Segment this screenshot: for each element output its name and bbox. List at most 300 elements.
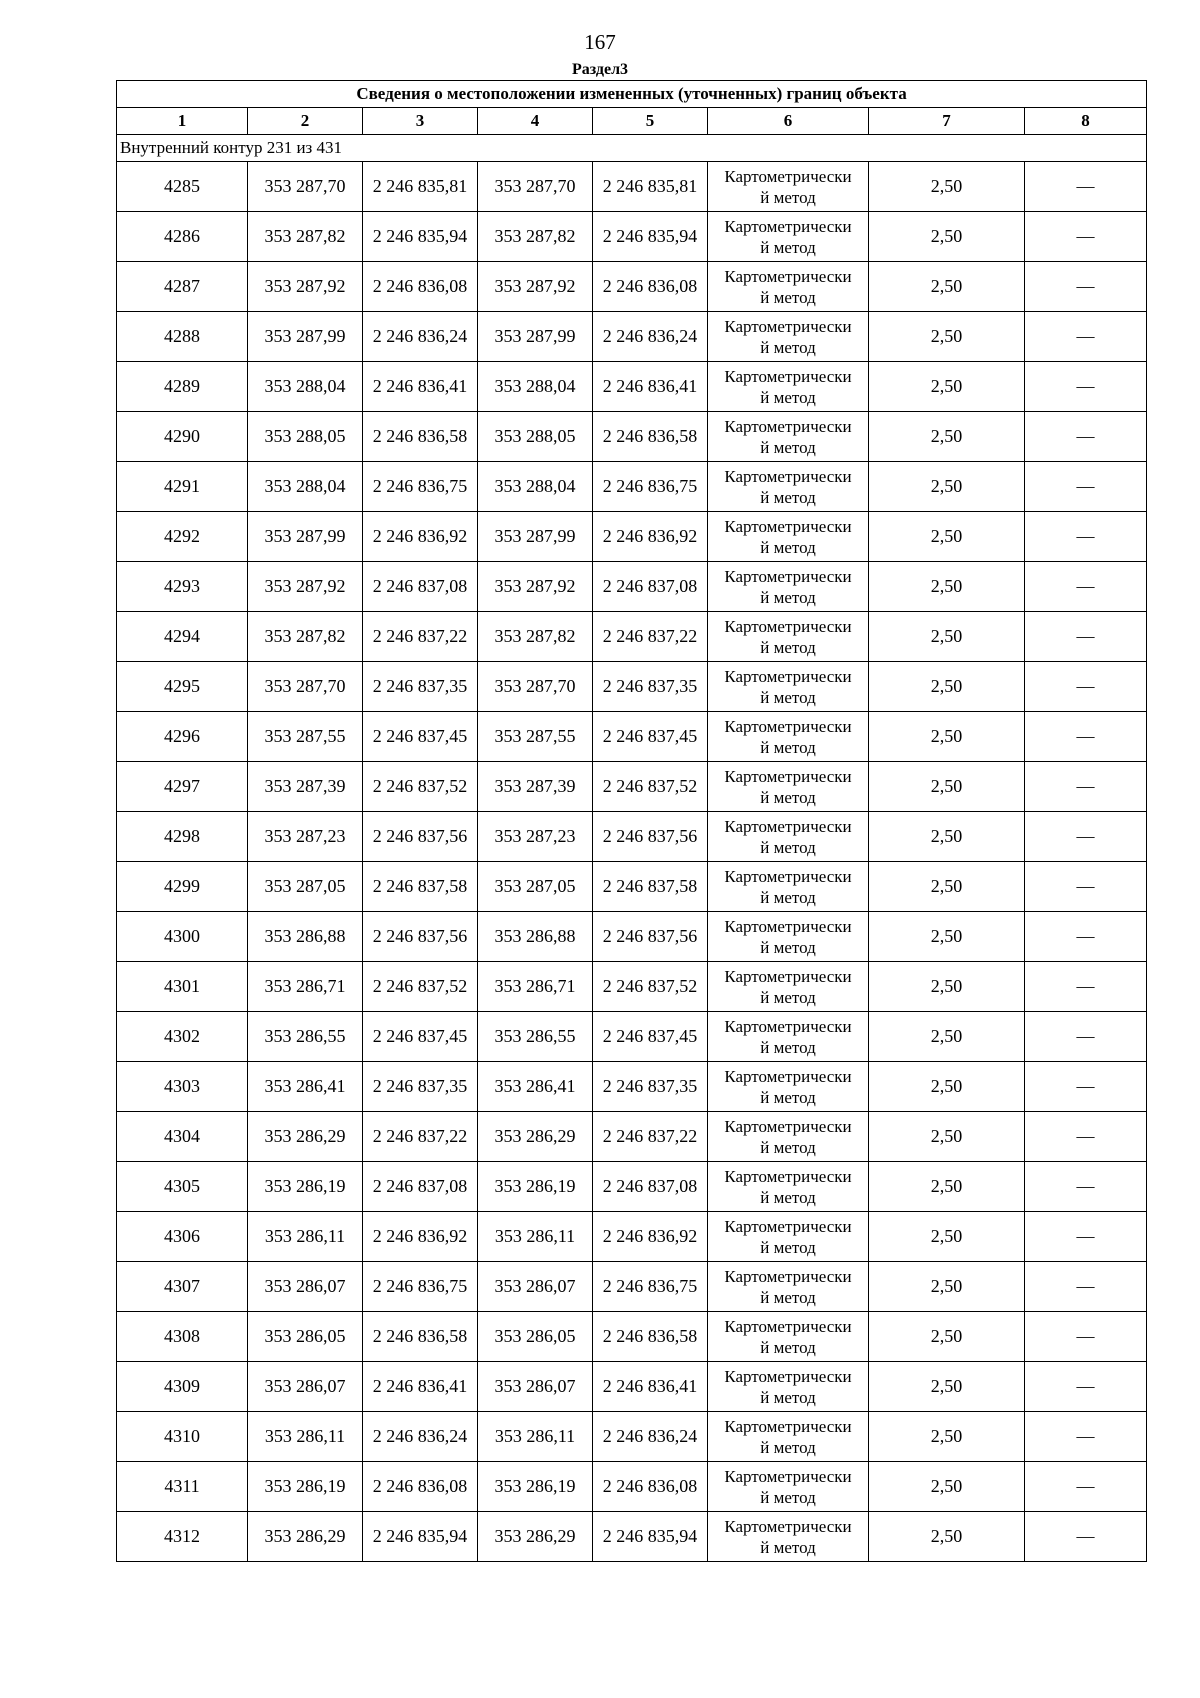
method-text-line1: Картометрически — [724, 466, 852, 486]
method-text-line2: й метод — [760, 1537, 816, 1557]
point-number: 4304 — [117, 1112, 248, 1162]
method-cell — [708, 1362, 869, 1412]
x-coordinate-existing: 353 287,70 — [248, 662, 363, 712]
method-text-line1: Картометрически — [724, 1466, 852, 1486]
y-coordinate-new: 2 246 836,08 — [593, 262, 708, 312]
accuracy-cell: 2,50 — [869, 662, 1025, 712]
description-cell: — — [1025, 812, 1147, 862]
x-coordinate-existing: 353 287,92 — [248, 562, 363, 612]
description-cell: — — [1025, 1362, 1147, 1412]
column-number-row — [117, 108, 1147, 135]
table-row — [117, 1412, 1147, 1462]
x-coordinate-new: 353 286,07 — [478, 1362, 593, 1412]
method-text-line2: й метод — [760, 1337, 816, 1357]
method-cell — [708, 912, 869, 962]
x-coordinate-existing: 353 287,39 — [248, 762, 363, 812]
point-number: 4295 — [117, 662, 248, 712]
accuracy-cell: 2,50 — [869, 862, 1025, 912]
x-coordinate-existing: 353 287,70 — [248, 162, 363, 212]
point-number: 4292 — [117, 512, 248, 562]
y-coordinate-new: 2 246 837,35 — [593, 662, 708, 712]
x-coordinate-new: 353 286,19 — [478, 1162, 593, 1212]
y-coordinate-new: 2 246 837,08 — [593, 562, 708, 612]
section-title: Раздел3 — [571, 61, 629, 78]
column-number: 3 — [363, 108, 478, 135]
description-cell: — — [1025, 612, 1147, 662]
table-row — [117, 812, 1147, 862]
method-cell — [708, 312, 869, 362]
method-text-line2: й метод — [760, 1287, 816, 1307]
y-coordinate-new: 2 246 837,08 — [593, 1162, 708, 1212]
method-text-line1: Картометрически — [724, 616, 852, 636]
method-text-line2: й метод — [760, 487, 816, 507]
accuracy-cell: 2,50 — [869, 562, 1025, 612]
x-coordinate-existing: 353 286,05 — [248, 1312, 363, 1362]
description-cell: — — [1025, 962, 1147, 1012]
method-text-line2: й метод — [760, 587, 816, 607]
x-coordinate-new: 353 287,05 — [478, 862, 593, 912]
y-coordinate-existing: 2 246 836,75 — [363, 462, 478, 512]
method-text-line1: Картометрически — [724, 1016, 852, 1036]
method-text-line1: Картометрически — [724, 216, 852, 236]
description-cell: — — [1025, 462, 1147, 512]
method-text-line1: Картометрически — [724, 1066, 852, 1086]
method-cell — [708, 612, 869, 662]
method-cell — [708, 1512, 869, 1562]
y-coordinate-existing: 2 246 836,75 — [363, 1262, 478, 1312]
y-coordinate-new: 2 246 835,81 — [593, 162, 708, 212]
method-text-line1: Картометрически — [724, 716, 852, 736]
accuracy-cell: 2,50 — [869, 212, 1025, 262]
method-cell — [708, 1012, 869, 1062]
y-coordinate-new: 2 246 836,08 — [593, 1462, 708, 1512]
point-number: 4307 — [117, 1262, 248, 1312]
x-coordinate-new: 353 287,23 — [478, 812, 593, 862]
description-cell: — — [1025, 512, 1147, 562]
table-row — [117, 712, 1147, 762]
y-coordinate-existing: 2 246 837,58 — [363, 862, 478, 912]
description-cell: — — [1025, 662, 1147, 712]
accuracy-cell: 2,50 — [869, 412, 1025, 462]
point-number: 4310 — [117, 1412, 248, 1462]
method-cell — [708, 712, 869, 762]
x-coordinate-existing: 353 287,82 — [248, 212, 363, 262]
method-text-line2: й метод — [760, 387, 816, 407]
y-coordinate-new: 2 246 837,45 — [593, 1012, 708, 1062]
table-row — [117, 1312, 1147, 1362]
x-coordinate-existing: 353 287,99 — [248, 512, 363, 562]
method-cell — [708, 512, 869, 562]
point-number: 4305 — [117, 1162, 248, 1212]
table-row — [117, 1162, 1147, 1212]
y-coordinate-existing: 2 246 837,45 — [363, 712, 478, 762]
x-coordinate-new: 353 287,55 — [478, 712, 593, 762]
point-number: 4308 — [117, 1312, 248, 1362]
accuracy-cell: 2,50 — [869, 1162, 1025, 1212]
y-coordinate-existing: 2 246 836,08 — [363, 1462, 478, 1512]
point-number: 4302 — [117, 1012, 248, 1062]
column-number: 4 — [478, 108, 593, 135]
description-cell: — — [1025, 1312, 1147, 1362]
column-number: 7 — [869, 108, 1025, 135]
method-text-line2: й метод — [760, 637, 816, 657]
y-coordinate-new: 2 246 836,92 — [593, 1212, 708, 1262]
method-text-line2: й метод — [760, 1187, 816, 1207]
method-cell — [708, 812, 869, 862]
description-cell: — — [1025, 562, 1147, 612]
method-text-line1: Картометрически — [724, 366, 852, 386]
description-cell: — — [1025, 262, 1147, 312]
x-coordinate-new: 353 287,92 — [478, 562, 593, 612]
description-cell: — — [1025, 412, 1147, 462]
x-coordinate-existing: 353 286,11 — [248, 1212, 363, 1262]
method-text-line2: й метод — [760, 287, 816, 307]
x-coordinate-existing: 353 287,55 — [248, 712, 363, 762]
method-text-line2: й метод — [760, 1087, 816, 1107]
x-coordinate-existing: 353 288,04 — [248, 362, 363, 412]
y-coordinate-existing: 2 246 835,81 — [363, 162, 478, 212]
method-text-line2: й метод — [760, 837, 816, 857]
y-coordinate-existing: 2 246 836,92 — [363, 512, 478, 562]
accuracy-cell: 2,50 — [869, 962, 1025, 1012]
description-cell: — — [1025, 1012, 1147, 1062]
accuracy-cell: 2,50 — [869, 712, 1025, 762]
x-coordinate-existing: 353 286,19 — [248, 1462, 363, 1512]
accuracy-cell: 2,50 — [869, 1062, 1025, 1112]
table-row — [117, 862, 1147, 912]
accuracy-cell: 2,50 — [869, 1512, 1025, 1562]
point-number: 4294 — [117, 612, 248, 662]
y-coordinate-existing: 2 246 837,52 — [363, 762, 478, 812]
x-coordinate-existing: 353 286,07 — [248, 1262, 363, 1312]
method-text-line1: Картометрически — [724, 766, 852, 786]
method-text-line1: Картометрически — [724, 666, 852, 686]
table-row — [117, 1462, 1147, 1512]
method-cell — [708, 662, 869, 712]
y-coordinate-new: 2 246 837,45 — [593, 712, 708, 762]
y-coordinate-existing: 2 246 836,08 — [363, 262, 478, 312]
method-text-line2: й метод — [760, 537, 816, 557]
accuracy-cell: 2,50 — [869, 512, 1025, 562]
y-coordinate-new: 2 246 836,58 — [593, 1312, 708, 1362]
y-coordinate-existing: 2 246 836,41 — [363, 362, 478, 412]
contour-label: Внутренний контур 231 из 431 — [117, 135, 1147, 162]
method-text-line1: Картометрически — [724, 916, 852, 936]
y-coordinate-existing: 2 246 837,35 — [363, 1062, 478, 1112]
x-coordinate-new: 353 288,04 — [478, 362, 593, 412]
method-text-line2: й метод — [760, 187, 816, 207]
description-cell: — — [1025, 862, 1147, 912]
accuracy-cell: 2,50 — [869, 312, 1025, 362]
y-coordinate-new: 2 246 837,58 — [593, 862, 708, 912]
x-coordinate-new: 353 286,29 — [478, 1512, 593, 1562]
point-number: 4311 — [117, 1462, 248, 1512]
accuracy-cell: 2,50 — [869, 1212, 1025, 1262]
description-cell: — — [1025, 912, 1147, 962]
accuracy-cell: 2,50 — [869, 462, 1025, 512]
method-cell — [708, 962, 869, 1012]
point-number: 4303 — [117, 1062, 248, 1112]
method-cell — [708, 562, 869, 612]
method-text-line2: й метод — [760, 887, 816, 907]
method-text-line2: й метод — [760, 1437, 816, 1457]
method-cell — [708, 1212, 869, 1262]
method-cell — [708, 212, 869, 262]
accuracy-cell: 2,50 — [869, 912, 1025, 962]
x-coordinate-new: 353 287,70 — [478, 662, 593, 712]
y-coordinate-existing: 2 246 836,41 — [363, 1362, 478, 1412]
y-coordinate-new: 2 246 837,35 — [593, 1062, 708, 1112]
table-row — [117, 362, 1147, 412]
accuracy-cell: 2,50 — [869, 262, 1025, 312]
accuracy-cell: 2,50 — [869, 1112, 1025, 1162]
description-cell: — — [1025, 712, 1147, 762]
table-row — [117, 512, 1147, 562]
method-text-line1: Картометрически — [724, 1166, 852, 1186]
point-number: 4301 — [117, 962, 248, 1012]
table-row — [117, 1262, 1147, 1312]
method-text-line2: й метод — [760, 337, 816, 357]
x-coordinate-existing: 353 287,05 — [248, 862, 363, 912]
method-text-line2: й метод — [760, 1237, 816, 1257]
description-cell: — — [1025, 1162, 1147, 1212]
y-coordinate-existing: 2 246 835,94 — [363, 1512, 478, 1562]
point-number: 4288 — [117, 312, 248, 362]
accuracy-cell: 2,50 — [869, 162, 1025, 212]
table-row — [117, 1012, 1147, 1062]
method-text-line1: Картометрически — [724, 1316, 852, 1336]
description-cell: — — [1025, 1212, 1147, 1262]
method-text-line2: й метод — [760, 1037, 816, 1057]
table-title: Сведения о местоположении измененных (уточненных) границ объекта — [117, 81, 1147, 108]
table-row — [117, 1112, 1147, 1162]
description-cell: — — [1025, 162, 1147, 212]
description-cell: — — [1025, 1462, 1147, 1512]
method-text-line1: Картометрически — [724, 1416, 852, 1436]
x-coordinate-new: 353 286,41 — [478, 1062, 593, 1112]
column-number: 1 — [117, 108, 248, 135]
column-number: 2 — [248, 108, 363, 135]
y-coordinate-existing: 2 246 836,92 — [363, 1212, 478, 1262]
point-number: 4312 — [117, 1512, 248, 1562]
method-cell — [708, 762, 869, 812]
point-number: 4291 — [117, 462, 248, 512]
method-text-line1: Картометрически — [724, 866, 852, 886]
method-text-line1: Картометрически — [724, 266, 852, 286]
point-number: 4285 — [117, 162, 248, 212]
x-coordinate-existing: 353 286,29 — [248, 1112, 363, 1162]
method-text-line2: й метод — [760, 787, 816, 807]
x-coordinate-new: 353 288,05 — [478, 412, 593, 462]
method-cell — [708, 462, 869, 512]
y-coordinate-new: 2 246 837,56 — [593, 912, 708, 962]
method-text-line1: Картометрически — [724, 316, 852, 336]
x-coordinate-new: 353 287,70 — [478, 162, 593, 212]
method-cell — [708, 862, 869, 912]
x-coordinate-existing: 353 286,71 — [248, 962, 363, 1012]
x-coordinate-existing: 353 287,92 — [248, 262, 363, 312]
accuracy-cell: 2,50 — [869, 1312, 1025, 1362]
method-text-line2: й метод — [760, 237, 816, 257]
method-cell — [708, 162, 869, 212]
method-text-line2: й метод — [760, 1487, 816, 1507]
y-coordinate-new: 2 246 836,92 — [593, 512, 708, 562]
y-coordinate-existing: 2 246 837,56 — [363, 912, 478, 962]
y-coordinate-existing: 2 246 837,45 — [363, 1012, 478, 1062]
x-coordinate-new: 353 286,71 — [478, 962, 593, 1012]
x-coordinate-new: 353 286,11 — [478, 1412, 593, 1462]
coordinates-table — [116, 80, 1147, 1562]
point-number: 4286 — [117, 212, 248, 262]
method-text-line1: Картометрически — [724, 516, 852, 536]
table-row — [117, 212, 1147, 262]
y-coordinate-existing: 2 246 837,22 — [363, 612, 478, 662]
table-row — [117, 162, 1147, 212]
x-coordinate-new: 353 286,07 — [478, 1262, 593, 1312]
description-cell: — — [1025, 762, 1147, 812]
y-coordinate-new: 2 246 836,24 — [593, 1412, 708, 1462]
table-row — [117, 662, 1147, 712]
page-number: 167 — [584, 30, 616, 54]
description-cell: — — [1025, 1512, 1147, 1562]
x-coordinate-new: 353 288,04 — [478, 462, 593, 512]
y-coordinate-existing: 2 246 837,22 — [363, 1112, 478, 1162]
y-coordinate-existing: 2 246 836,58 — [363, 1312, 478, 1362]
x-coordinate-existing: 353 286,88 — [248, 912, 363, 962]
y-coordinate-existing: 2 246 837,35 — [363, 662, 478, 712]
description-cell: — — [1025, 362, 1147, 412]
y-coordinate-new: 2 246 836,24 — [593, 312, 708, 362]
y-coordinate-existing: 2 246 835,94 — [363, 212, 478, 262]
method-text-line1: Картометрически — [724, 1216, 852, 1236]
method-text-line2: й метод — [760, 437, 816, 457]
point-number: 4287 — [117, 262, 248, 312]
x-coordinate-new: 353 286,19 — [478, 1462, 593, 1512]
table-row — [117, 962, 1147, 1012]
y-coordinate-existing: 2 246 836,24 — [363, 312, 478, 362]
x-coordinate-new: 353 286,29 — [478, 1112, 593, 1162]
y-coordinate-existing: 2 246 837,56 — [363, 812, 478, 862]
y-coordinate-existing: 2 246 837,08 — [363, 1162, 478, 1212]
description-cell: — — [1025, 1112, 1147, 1162]
x-coordinate-existing: 353 287,99 — [248, 312, 363, 362]
y-coordinate-existing: 2 246 836,24 — [363, 1412, 478, 1462]
x-coordinate-new: 353 286,11 — [478, 1212, 593, 1262]
y-coordinate-existing: 2 246 837,52 — [363, 962, 478, 1012]
description-cell: — — [1025, 1062, 1147, 1112]
x-coordinate-existing: 353 287,82 — [248, 612, 363, 662]
x-coordinate-existing: 353 286,41 — [248, 1062, 363, 1112]
method-text-line2: й метод — [760, 687, 816, 707]
x-coordinate-existing: 353 288,05 — [248, 412, 363, 462]
description-cell: — — [1025, 1262, 1147, 1312]
x-coordinate-new: 353 286,88 — [478, 912, 593, 962]
x-coordinate-new: 353 287,99 — [478, 512, 593, 562]
method-cell — [708, 262, 869, 312]
y-coordinate-new: 2 246 837,52 — [593, 762, 708, 812]
table-row — [117, 1512, 1147, 1562]
accuracy-cell: 2,50 — [869, 1012, 1025, 1062]
method-cell — [708, 412, 869, 462]
method-text-line2: й метод — [760, 1137, 816, 1157]
method-cell — [708, 362, 869, 412]
accuracy-cell: 2,50 — [869, 1362, 1025, 1412]
table-row — [117, 1362, 1147, 1412]
table-row — [117, 912, 1147, 962]
table-row — [117, 612, 1147, 662]
column-number: 5 — [593, 108, 708, 135]
x-coordinate-existing: 353 286,55 — [248, 1012, 363, 1062]
table-row — [117, 412, 1147, 462]
point-number: 4299 — [117, 862, 248, 912]
point-number: 4297 — [117, 762, 248, 812]
method-cell — [708, 1462, 869, 1512]
point-number: 4309 — [117, 1362, 248, 1412]
method-text-line1: Картометрически — [724, 966, 852, 986]
point-number: 4296 — [117, 712, 248, 762]
table-row — [117, 262, 1147, 312]
table-row — [117, 562, 1147, 612]
x-coordinate-existing: 353 287,23 — [248, 812, 363, 862]
method-cell — [708, 1412, 869, 1462]
accuracy-cell: 2,50 — [869, 612, 1025, 662]
accuracy-cell: 2,50 — [869, 1412, 1025, 1462]
y-coordinate-new: 2 246 835,94 — [593, 212, 708, 262]
method-text-line2: й метод — [760, 737, 816, 757]
table-row — [117, 312, 1147, 362]
x-coordinate-existing: 353 286,07 — [248, 1362, 363, 1412]
y-coordinate-existing: 2 246 836,58 — [363, 412, 478, 462]
y-coordinate-existing: 2 246 837,08 — [363, 562, 478, 612]
method-text-line1: Картометрически — [724, 166, 852, 186]
y-coordinate-new: 2 246 837,22 — [593, 1112, 708, 1162]
method-cell — [708, 1062, 869, 1112]
table-row — [117, 1062, 1147, 1112]
x-coordinate-new: 353 286,05 — [478, 1312, 593, 1362]
method-text-line1: Картометрически — [724, 1116, 852, 1136]
point-number: 4300 — [117, 912, 248, 962]
table-row — [117, 462, 1147, 512]
method-text-line2: й метод — [760, 937, 816, 957]
column-number: 6 — [708, 108, 869, 135]
method-text-line2: й метод — [760, 987, 816, 1007]
x-coordinate-new: 353 287,82 — [478, 612, 593, 662]
accuracy-cell: 2,50 — [869, 762, 1025, 812]
description-cell: — — [1025, 1412, 1147, 1462]
method-text-line1: Картометрически — [724, 416, 852, 436]
accuracy-cell: 2,50 — [869, 812, 1025, 862]
method-text-line1: Картометрически — [724, 1266, 852, 1286]
y-coordinate-new: 2 246 836,41 — [593, 362, 708, 412]
point-number: 4298 — [117, 812, 248, 862]
point-number: 4306 — [117, 1212, 248, 1262]
table-title-row — [117, 81, 1147, 108]
y-coordinate-new: 2 246 836,75 — [593, 462, 708, 512]
point-number: 4290 — [117, 412, 248, 462]
y-coordinate-new: 2 246 836,75 — [593, 1262, 708, 1312]
method-cell — [708, 1162, 869, 1212]
x-coordinate-new: 353 287,92 — [478, 262, 593, 312]
method-cell — [708, 1112, 869, 1162]
method-cell — [708, 1312, 869, 1362]
x-coordinate-existing: 353 288,04 — [248, 462, 363, 512]
method-text-line1: Картометрически — [724, 816, 852, 836]
description-cell: — — [1025, 312, 1147, 362]
x-coordinate-new: 353 286,55 — [478, 1012, 593, 1062]
y-coordinate-new: 2 246 837,52 — [593, 962, 708, 1012]
table-row — [117, 762, 1147, 812]
contour-row — [117, 135, 1147, 162]
